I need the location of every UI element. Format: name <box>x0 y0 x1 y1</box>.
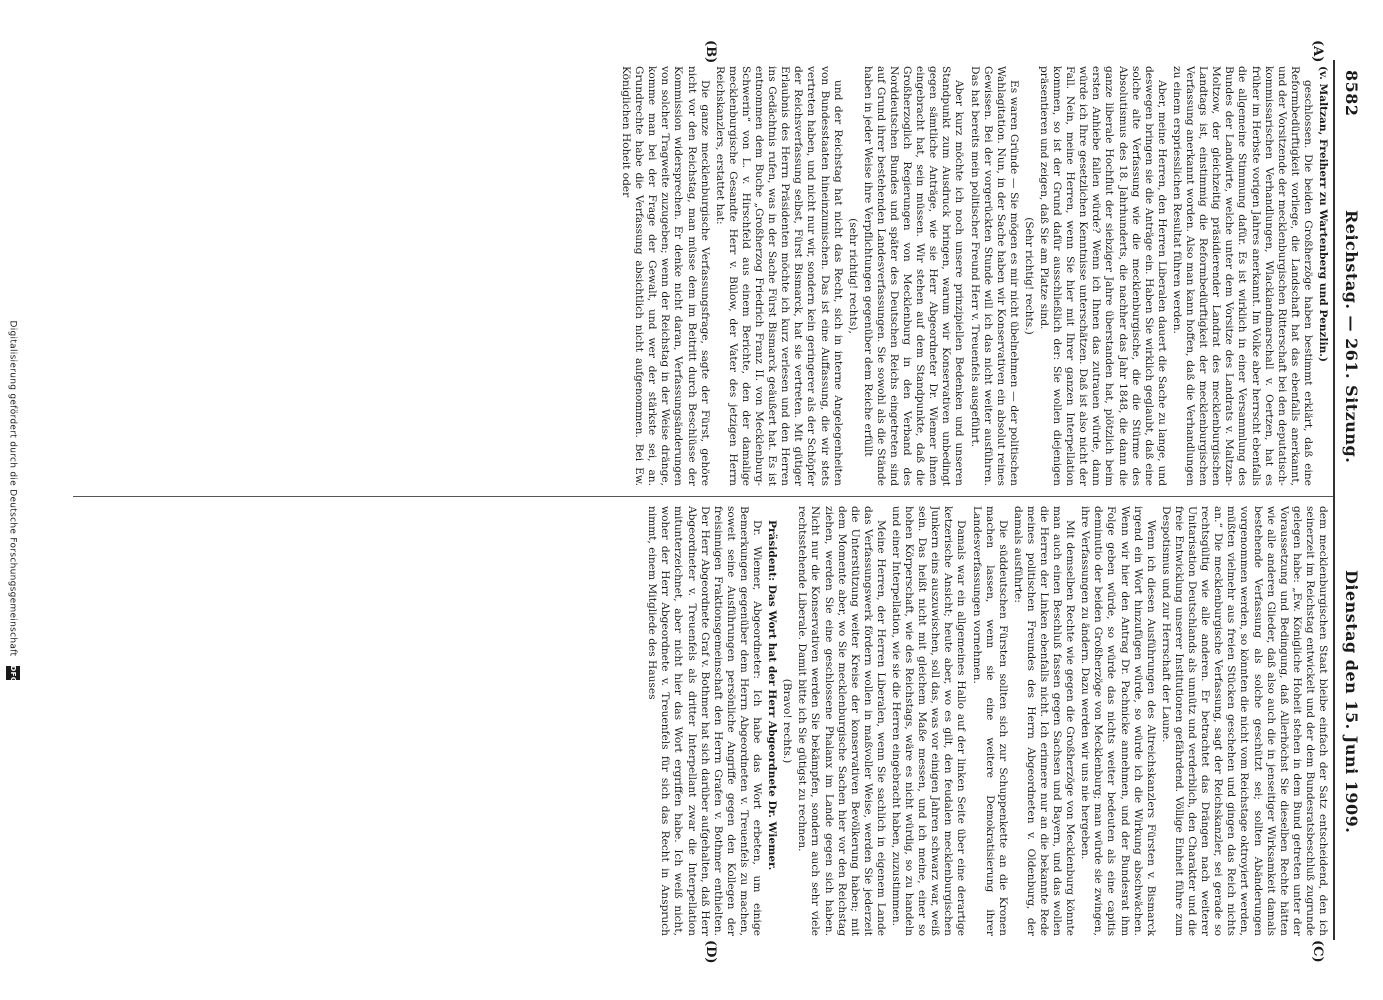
margin-marker-d: (D) <box>703 940 718 964</box>
left-column <box>79 66 1329 486</box>
paragraph: Dr. Wiemer, Abgeordneter: Ich habe das Wort erbeten, um einige Bemerkungen gegenüber dem Herrn Abgeordneten v. Treuenfels zu machen, soweit seine Ausführungen persönliche Angriffe gegen den Kollegen der freisinnigen Fraktionsgemeinschaft den Herrn Grafen v. Bothmer enthielten. Der Herr Abgeordnete Graf v. Bothmer hat sich darüber aufgehalten, daß Herr Abgeordneter v. Treuenfels als dritter Interpellant zwar die Interpellation mitunterzeichnet, aber nicht hier das Wort ergriffen habe. Ich weiß nicht, woher der Herr Abgeordnete v. Treuenfels für sich das Recht in Anspruch nimmt, einem Mitgliede des Hauses <box>646 506 764 936</box>
speaker-line: (v. Maltzan, Freiherr zu Wartenberg und Penzlin.) <box>1317 66 1329 362</box>
paragraph: dem mecklenburgischen Staat bleibe einfach der Satz entscheidend, den ich seinerzeit im Reichstag entwickelt und der dem Bundesratsbeschluß zugrunde gelegen habe: „Ew. Königliche Hoheit stehen in dem Bund getreten unter der Voraussetzung und Bedingung, daß Allerhöchst Sie dieselben Rechte hätten wie alle anderen Glieder, daß also auch die in jenseitiger Wirksamkeit damals bestehende Verfassung als solche geschützt sei; sollten Abänderungen vorgenommen werden, so könnten die nicht vom Reichstage oktroyiert werden, müßten vielmehr aus freien Stücken geschehen und gingen das Reich nichts an.“ Die mecklenburgische Verfassung, sagt der Reichskanzler, sei gerade so rechtsgültig wie alle anderen. Er betrachtet das Drängen nach weiterer Unitarisation Deutschlands als unnütz und verderblich, den Charakter und die freie Entwicklung unserer Institutionen gefährdend. Völlige Einheit führe zum Despotismus und zur Herrschaft der Laune. <box>1159 506 1329 936</box>
column-divider <box>73 496 1333 497</box>
paragraph: geschlossen. Die beiden Großherzöge haben bestimmt erklärt, daß eine Reformbedürftigkeit vorliege, die Landschaft hat das ebenfalls anerkannt, und der Vorsitzende der mecklenburgischen Ritterschaft bei den deputatisch-kommissarischen Verhandlungen, Wlacklandmarschall v. Oertzen, hat es früher im Herbste vorigen Jahres anerkannt. Im Volke aber herrscht ebenfalls die allgemeine Stimmung dafür. Es ist wirklich in einer Versammlung des Bundes der Landwirte, welche unter dem Vorsitze des Landrats v. Maltzan-Moltzow, der gleichzeitig präsidierender Landrat des mecklenburgischen Landtags ist, einstimmig die Reformbedürftigkeit der mecklenburgischen Verfassung anerkannt worden. Also man kann hoffen, daß die Verhandlungen zu einem erspriesslichen Resultat führen werden. <box>1170 66 1314 486</box>
paragraph: Meine Herren, der Herren Liberalen, wenn Sie sachlich in eigenem Lande das Verfassungswerk fördern wollen in maßvoller Weise, werden Sie jederzeit die Unterstützung weiter Kreise der konservativen Bevölkerung haben; mit dem Momente aber, wo Sie mecklenburgische Sachen hier vor den Reichstag ziehen, werden Sie eine geschlossene Phalanx im Lande gegen sich haben. Nicht nur die Konservativen werden Sie bekämpfen, sondern auch sehr viele rechtsstehende Liberale. Damit bitte ich Sie gütigst zu rechnen. <box>796 506 887 936</box>
page-number: 8582 <box>1342 70 1361 117</box>
paragraph: Mit demselben Rechte wie gegen die Großherzöge von Mecklenburg könnte man auch einen Beschluß fassen gegen Sachsen und Bayern, und das wollen die Herren der Linken ebenfalls nicht. Ich erinnere nur an die bekannte Rede meines politischen Freundes des Herrn Abgeordneten v. Oldenburg, der damals ausführte: <box>1011 506 1077 936</box>
margin-marker-a: (A) <box>1310 40 1325 63</box>
quotation: Die ganze mecklenburgische Verfassungsfrage, sagte der Fürst, gehöre nicht vor den Reichstag, man müsse dem im Beitritt durch Beschlüsse der Kommission widersprechen. Er denke nicht daran, Verfassungsänderungen von solcher Tragweite zuzugeben; wenn der Reichstag in der Weise dränge, komme man bei der Frage der Gewalt, und wer der stärkste sei, an. Grundrechte habe die Verfassung absichtlich nicht aufgenommen. Bei Ew. Königlichen Hoheit oder <box>620 66 711 486</box>
footer-text: Digitalisierung gefördert durch die Deutsche Forschungsgemeinschaft <box>7 320 18 657</box>
quotation: Die süddeutschen Fürsten sollten sich zur Schuppenkette an die Kronen machen lassen, wenn sie eine weitere Demokratisierung ihrer Landesverfassungen vornehmen. <box>970 506 1009 936</box>
margin-marker-b: (B) <box>703 40 718 64</box>
paragraph: Es waren Gründe — Sie mögen es mir nicht übelnehmen — der politischen Wahlagitation. Nun, in der Sache haben wir Konservativen ein absolut reines Gewissen. Bei der vorgerückten Stunde will ich das nicht weiter ausführen. Das hat bereits mein politischer Freund Herr v. Treuenfels ausgeführt. <box>968 66 1020 486</box>
paragraph: und der Reichstag hat nicht das Recht, sich in interne Angelegenheiten von Bundesstaaten hineinzumischen. Das ist eine Auffassung, die wir stets vertreten haben, und nicht nur wir, sondern kein geringerer als der Schöpfer der Reichsverfassung selbst, Fürst Bismarck, hat sie vertreten. Mit gütiger Erlaubnis des Herrn Präsidenten möchte ich kurz verlesen und den Herren ins Gedächtnis rufen, was in der Sache Fürst Bismarck geäußert hat. Es ist entnommen dem Buche „Großherzog Friedrich Franz II. von Mecklenburg-Schwerin“ von L. v. Hirschfeld aus einem Berichte, den der damalige mecklenburgische Gesandte Herr v. Bülow, der Vater des jetzigen Herrn Reichskanzlers, erstattet hat: <box>713 66 844 486</box>
interjection: (Sehr richtig! rechts.) <box>1022 217 1035 335</box>
paragraph: Aber kurz möchte ich noch unsere prinzipiellen Bedenken und unseren Standpunkt zum Ausdruck bringen, warum wir Konservativen unbedingt gegen sämtliche Anträge, wie sie Herr Abgeordneter Dr. Wiemer ihnen eingebracht hat, sein müssen. Wir stehen auf dem Standpunkte, daß die Großherzoglich Regierungen von Mecklenburg in den Verband des Norddeutschen Bundes und später des Deutschen Reichs eingetreten sind auf Grund ihrer bestehenden Landesverfassungen. Sie sowohl als die Stände haben in jeder Weise ihre Verpflichtungen gegenüber dem Reiche erfüllt <box>861 66 966 486</box>
president-line: Präsident: Das Wort hat der Herr Abgeordnete Dr. Wiemer. <box>766 520 779 871</box>
digitization-footer <box>6 0 20 1000</box>
session-date: Dienstag den 15. Juni 1909. <box>1342 570 1361 834</box>
right-column <box>79 506 1329 936</box>
page-header <box>1339 50 1363 950</box>
session-title: Reichstag. — 261. Sitzung. <box>1342 210 1361 464</box>
paragraph: Damals war ein allgemeines Hallo auf der linken Seite über eine derartige ketzerische Ansicht; heute aber, wo es gilt, den feudalen mecklenburgischen Junkern eins auszuwischen, soll das, was vor einigen Jahren schwarz war, weiß sein. Das heißt nicht mit gleichem Maße messen, und ich meine, einer so hohen Körperschaft, wie des Reichstags, wäre es nicht würdig, so zu handeln und einer Interpellation, wie sie die Herren eingebracht haben, zuzustimmen. <box>890 506 968 936</box>
header-rule <box>1333 60 1335 940</box>
paragraph: Wenn ich diesen Ausführungen des Altreichskanzlers Fürsten v. Bismarck irgend ein Wort hinzufügen würde, so würde ich die Wirkung abschwächen. Wenn wir hier den Antrag Dr. Pachnicke annehmen, und der Bundesrat ihm Folge geben würde, so würde das nichts weiter bedeuten als eine capitis deminutio der beiden Großherzöge von Mecklenburg; man würde sie zwingen, ihre Verfassungen zu ändern. Dazu werden wir uns nie hergeben. <box>1079 506 1157 936</box>
paragraph: Aber, meine Herren, den Herren Liberalen dauert die Sache zu lange, und deswegen bringen sie die Anträge ein. Haben Sie wirklich geglaubt, daß eine solche alte Verfassung wie die mecklenburgische, die die Stürme des Absolutismus des 18. Jahrhunderts, die nachher das Jahr 1848, die dann die ganze liberale Hochflut der siebziger Jahre überstanden hat, plötzlich beim ersten Anhiebe fallen würde? Wenn ich Ihnen das zutrauen würde, dann würde ich Ihre gesetzlichen Kenntnisse unterschätzen. Daß ist also nicht der Fall. Nein, meine Herren, wenn Sie hier mit Ihrer ganzen Interpellation kommen, so ist der Grund dafür ausschließlich der: Sie wollen diejenigen präsentieren und zeigen, daß Sie am Platze sind. <box>1038 66 1168 486</box>
interjection: (sehr richtig! rechts), <box>846 218 859 334</box>
margin-marker-c: (C) <box>1310 940 1325 963</box>
interjection: (Bravo! rechts.) <box>781 678 794 764</box>
dfg-logo: DFG <box>6 666 20 680</box>
